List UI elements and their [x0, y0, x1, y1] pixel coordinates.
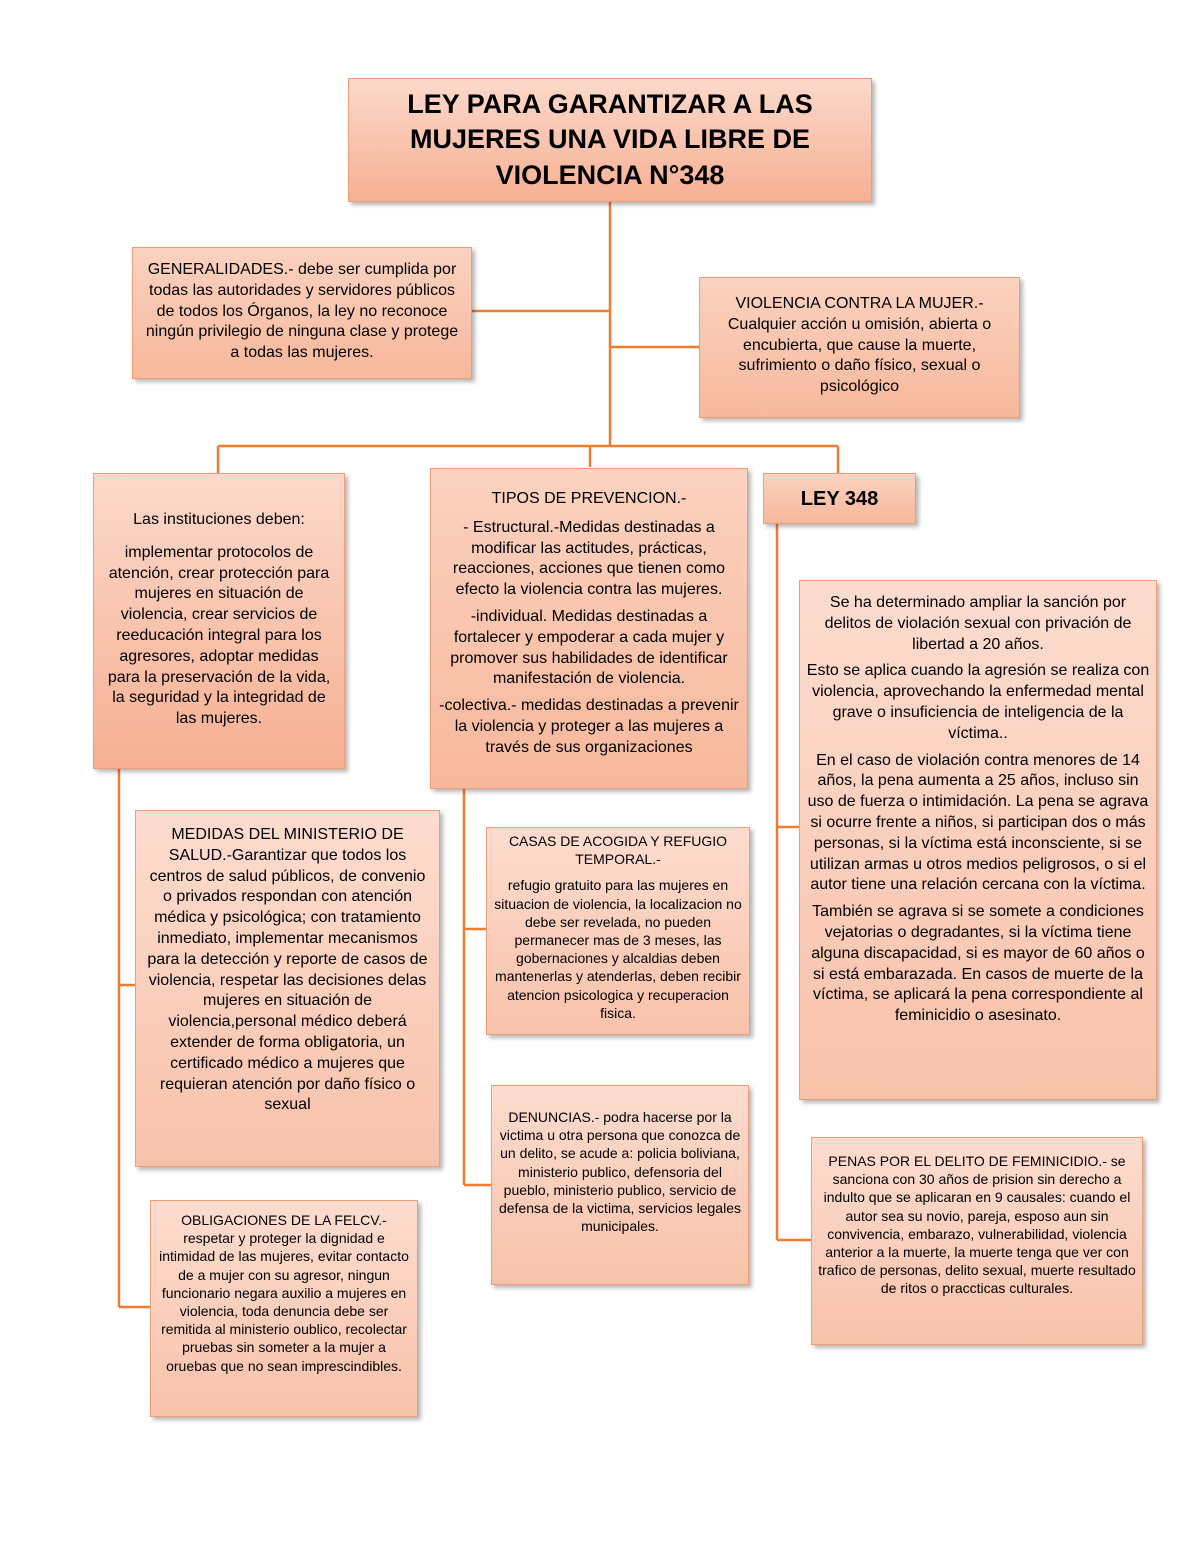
denuncias-box [491, 1085, 749, 1285]
ministerio-salud-text: MEDIDAS DEL MINISTERIO DE SALUD.-Garantizar que todos los centros de salud públicos, de convenio o privados respondan con atención médica y psicológica; con tratamiento inmediato, implementar mecanismos para la detección y reporte de casos de violencia, respetar las decisiones delas mujeres en situación de violencia,personal médico deberá extender de forma obligatoria, un certificado médico a mujeres que requieran atención por daño físico o sexual [147, 826, 428, 1114]
tipos-prevencion-heading: TIPOS DE PREVENCION.- [491, 490, 687, 507]
ley-348-box [763, 473, 916, 524]
sancion-paragraph: En el caso de violación contra menores de 14 años, la pena aumenta a 25 años, incluso sin uso de fuerza o intimidación. La pena se agrava si ocurre frente a niños, si participan dos o más personas, si la víctima está inconsciente, si se utilizan armas u otros medios peligrosos, o si el autor tiene una relación cercana con la víctima. [807, 751, 1149, 894]
sancion-paragraph: Se ha determinado ampliar la sanción por delitos de violación sexual con privación de libertad a 20 años. [824, 594, 1132, 653]
felcv-box [150, 1200, 418, 1417]
violencia-contra-la-mujer-box [699, 277, 1020, 418]
sancion-violacion-box [799, 580, 1157, 1100]
instituciones-box [93, 473, 345, 769]
generalidades-text: GENERALIDADES.- debe ser cumplida por todas las autoridades y servidores públicos de todos los Órganos, la ley no reconoce ningún privilegio de ninguna clase y protege a todas las mujeres. [145, 261, 459, 362]
denuncias-text: DENUNCIAS.- podra hacerse por la victima u otra persona que conozca de un delito, se acude a: policia boliviana, ministerio publico, defensoria del pueblo, ministerio publico, servicio de defensa de la victima, servicios legales municipales. [498, 1109, 741, 1235]
ministerio-salud-box [135, 810, 440, 1167]
prevencion-colectiva: -colectiva.- medidas destinadas a prevenir la violencia y proteger a las mujeres a través de sus organizaciones [439, 697, 739, 756]
casas-acogida-heading: CASAS DE ACOGIDA Y REFUGIO TEMPORAL.- [508, 833, 728, 868]
casas-acogida-box [486, 827, 750, 1035]
casas-acogida-body: refugio gratuito para las mujeres en situacion de violencia, la localizacion no debe ser revelada, no pueden permanecer mas de 3 meses, las gobernaciones y alcaldias deben mantenerlas y atenderlas, deben recibir atencion psicologica y recuperacion fisica. [494, 877, 742, 1021]
felcv-heading: OBLIGACIONES DE LA FELCV.- [181, 1212, 387, 1228]
instituciones-heading: Las instituciones deben: [133, 511, 305, 528]
ley-348-label: LEY 348 [800, 487, 879, 510]
tipos-prevencion-box [430, 468, 748, 789]
title-text: LEY PARA GARANTIZAR A LAS MUJERES UNA VIDA LIBRE DE VIOLENCIA N°348 [407, 88, 813, 190]
violencia-contra-la-mujer-text: VIOLENCIA CONTRA LA MUJER.- Cualquier acción u omisión, abierta o encubierta, que cause la muerte, sufrimiento o daño físico, sexual o psicológico [727, 295, 992, 396]
instituciones-body: implementar protocolos de atención, crear protección para mujeres en situación de violencia, crear servicios de reeducación integral para los agresores, adoptar medidas para la preservación de la vida, la seguridad y la integridad de las mujeres. [107, 543, 331, 728]
sancion-paragraph: Esto se aplica cuando la agresión se realiza con violencia, aprovechando la enfermedad mental grave o insuficiencia de inteligencia de la víctima.. [806, 662, 1150, 742]
sancion-paragraph: También se agrava si se somete a condiciones vejatorias o degradantes, si la víctima tiene alguna discapacidad, si es mayor de 60 años o si está embarazada. En casos de muerte de la víctima, se aplicará la pena correspondiente al feminicidio o asesinato. [811, 903, 1145, 1025]
felcv-body: respetar y proteger la dignidad e intimidad de las mujeres, evitar contacto de a mujer con su agresor, ningun funcionario negara auxilio a mujeres en violencia, toda denuncia debe ser remitida al ministerio oublico, recolectar pruebas sin someter a la mujer a oruebas que no sean imprescindibles. [159, 1230, 409, 1374]
prevencion-individual: -individual. Medidas destinadas a fortalecer y empoderar a cada mujer y promover sus habilidades de identificar manifestación de violencia. [450, 607, 728, 688]
feminicidio-box [811, 1137, 1143, 1345]
diagram-title [348, 78, 872, 202]
generalidades-box [132, 247, 472, 379]
prevencion-estructural: - Estructural.-Medidas destinadas a modificar las actitudes, prácticas, reacciones, acciones que tienen como efecto la violencia contra las mujeres. [452, 518, 726, 599]
feminicidio-text: PENAS POR EL DELITO DE FEMINICIDIO.- se sanciona con 30 años de prision sin derecho a indulto que se aplicaran en 9 causales: cuando el autor sea su novio, pareja, esposo aun sin convivencia, embarazo, vulnerabilidad, violencia anterior a la muerte, la muerte tenga que ver con trafico de personas, delito sexual, muerte resultado de ritos o praccticas culturales. [818, 1153, 1136, 1297]
